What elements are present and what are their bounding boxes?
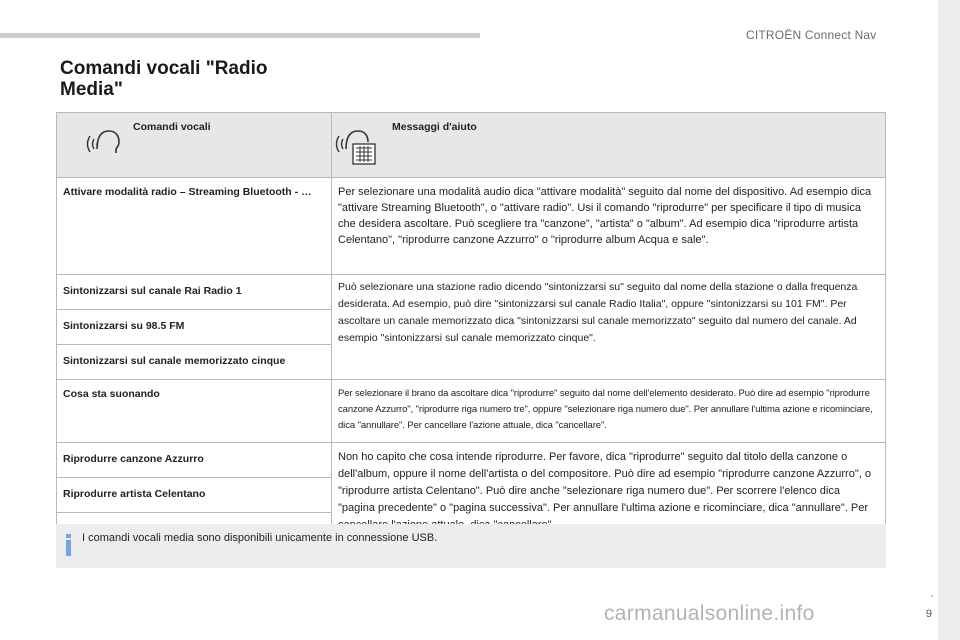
column-header-commands: Comandi vocali	[133, 121, 211, 133]
table-row	[57, 443, 886, 478]
table-row	[57, 380, 886, 443]
info-note	[56, 524, 886, 568]
info-icon	[64, 534, 73, 556]
side-dot: .	[930, 584, 934, 600]
help-cell: Per selezionare una modalità audio dica "attivare modalità" seguito dal nome del dispositivo. Ad esempio dica "attivare Streaming Bluetooth", o "attivare radio". Usi il comando "riprodurre" per specificare il tipo di musica che desidera ascoltare. Può scegliere tra "canzone", "artista" o "album". Ad esempio dica "riprodurre artista Celentano", "riprodurre canzone Azzurro" o "riprodurre album Acqua e sale".	[332, 178, 886, 275]
table-row	[57, 178, 886, 275]
page-title: Comandi vocali "Radio Media"	[60, 58, 268, 100]
side-strip	[938, 0, 960, 640]
command-cell: Riprodurre canzone Azzurro	[57, 443, 332, 478]
info-note-text: I comandi vocali media sono disponibili unicamente in connessione USB.	[82, 532, 438, 544]
header-cell-help	[332, 113, 886, 178]
watermark: carmanualsonline.info	[604, 602, 815, 625]
command-cell: Sintonizzarsi sul canale memorizzato cinque	[57, 345, 332, 380]
header-rule	[0, 33, 480, 38]
table-row	[57, 275, 886, 310]
command-cell: Sintonizzarsi su 98.5 FM	[57, 310, 332, 345]
voice-command-icon	[83, 119, 123, 159]
voice-commands-table	[56, 112, 886, 548]
column-header-help: Messaggi d'aiuto	[392, 121, 477, 133]
command-cell: Attivare modalità radio – Streaming Bluetooth - …	[57, 178, 332, 275]
help-cell: Per selezionare il brano da ascoltare dica "riprodurre" seguito dal nome dell'elemento desiderato. Può dire ad esempio "riprodurre canzone Azzurro", "riprodurre riga numero tre", oppure "selezionare riga numero due". Per annullare l'ultima azione e ricominciare, dica "annullare". Per cancellare l'azione attuale, dica "cancellare".	[332, 380, 886, 443]
header-cell-commands	[57, 113, 332, 178]
help-cell: Non ho capito che cosa intende riprodurre. Per favore, dica "riprodurre" seguito dal titolo della canzone o dell'album, oppure il nome dell'artista o del compositore. Può dire ad esempio "riprodurre canzone Azzurro", o "riprodurre artista Celentano". Può dire anche "selezionare riga numero due". Per scorrere l'elenco dica "pagina precedente" o "pagina successiva". Per annullare l'ultima azione e ricominciare, dica "annullare". Per	[332, 443, 886, 548]
help-cell: Può selezionare una stazione radio dicendo "sintonizzarsi su" seguito dal nome della stazione o dalla frequenza desiderata. Ad esempio, può dire "sintonizzarsi sul canale Radio Italia", oppure "sintonizzarsi su 101 FM". Per ascoltare un canale memorizzato dica "sintonizzarsi sul canale memorizzato" seguito dal numero del canale. Ad esempio "sintonizzarsi sul canale memorizzato cinque".	[332, 275, 886, 380]
command-cell: Riprodurre artista Celentano	[57, 478, 332, 513]
command-cell: Cosa sta suonando	[57, 380, 332, 443]
header-brand: CITROËN Connect Nav	[746, 28, 877, 42]
voice-help-icon	[332, 119, 382, 169]
table-header-row	[57, 113, 886, 178]
page-number: 9	[925, 608, 932, 620]
command-cell: Sintonizzarsi sul canale Rai Radio 1	[57, 275, 332, 310]
